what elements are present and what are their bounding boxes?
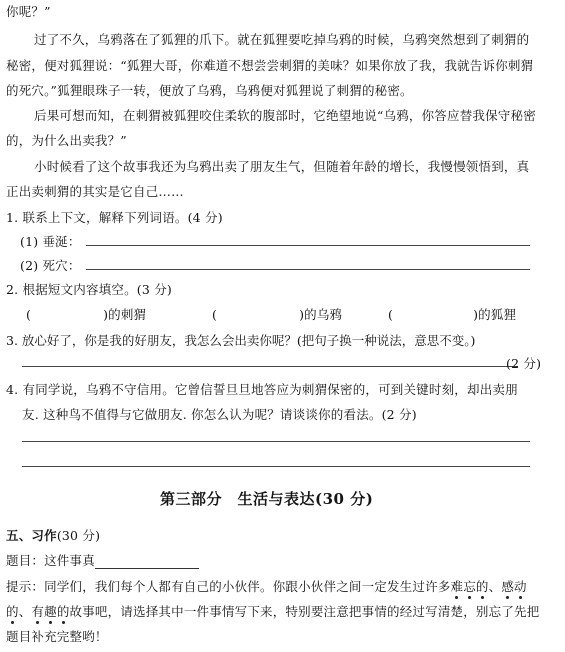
emphasis-char: 的 <box>56 604 70 619</box>
essay-topic-label: 题目：这件事真 <box>6 553 95 568</box>
emphasis-char: 感 <box>501 579 515 594</box>
open-paren: ( <box>212 307 218 322</box>
question-5-label: 五、习作 <box>6 528 57 543</box>
emphasis-char: 难 <box>450 579 464 594</box>
essay-tip-text: 提示：同学们，我们每个人都有自己的小伙伴。你跟小伙伴之间一定发生过许多 <box>6 579 451 594</box>
fill-blank-1[interactable] <box>26 305 146 323</box>
close-paren: ) <box>473 307 479 322</box>
emphasis-char: 动 <box>514 579 527 594</box>
emphasis-char: 有 <box>31 604 45 619</box>
essay-topic <box>6 551 199 569</box>
close-paren: ) <box>299 307 305 322</box>
emphasis-char: 趣 <box>44 604 57 619</box>
story-paragraph-3-line-2: 正出卖刺猬的其实是它自己…… <box>6 184 184 199</box>
question-4-line-1: 4. 有同学说，乌鸦不守信用。它曾信誓旦旦地答应为刺猬保密的，可到关键时刻，却出卖朋 <box>6 382 518 397</box>
open-paren: ( <box>388 307 394 322</box>
emphasis-char: 的 <box>6 604 19 619</box>
story-paragraph-3-line-1: 小时候看了这个故事我还为乌鸦出卖了朋友生气，但随着年龄的增长，我慢慢领悟到，真 <box>34 159 530 174</box>
question-5-score: (30 分) <box>56 528 101 543</box>
emphasized-text <box>6 604 19 619</box>
story-paragraph-1-line-1: 过了不久，乌鸦落在了狐狸的爪下。就在狐狸要吃掉乌鸦的时候，乌鸦突然想到了刺猬的 <box>34 32 530 47</box>
story-paragraph-1-line-2: 秘密，便对狐狸说：“狐狸大哥，你难道不想尝尝刺猬的美味？如果你放了我，我就告诉你刺猬 <box>6 58 534 73</box>
emphasis-char: 的 <box>475 579 489 594</box>
question-3: 3. 放心好了，你是我的好朋友，我怎么会出卖你呢？(把句子换一种说法，意思不变。) <box>6 333 476 348</box>
close-paren: ) <box>103 307 109 322</box>
section-3-title: 第三部分 生活与表达(30 分) <box>160 490 374 508</box>
emphasized-text <box>501 579 526 594</box>
essay-tip-text: 、 <box>18 604 32 619</box>
fill-blank-3-label: 的狐狸 <box>478 307 517 322</box>
fill-blank-3[interactable] <box>388 305 516 323</box>
emphasized-text <box>31 604 69 619</box>
story-paragraph-2-line-2: 的，为什么出卖我？” <box>6 133 127 148</box>
story-paragraph-1-line-3: 的死穴。”狐狸眼珠子一转，便放了乌鸦，乌鸦便对狐狸说了刺猬的秘密。 <box>6 83 413 98</box>
essay-tip-line-2 <box>6 602 539 620</box>
story-paragraph-2-line-1: 后果可想而知，在刺猬被狐狸咬住柔软的腹部时，它绝望地说“乌鸦，你答应替我保守秘密 <box>34 108 536 123</box>
answer-line-4a[interactable] <box>22 441 530 442</box>
essay-tip-text: 故事吧，请选择其中一件事情写下来，特别要注意把事情的经过写清楚，别忘了先把 <box>69 604 540 619</box>
question-1-item-b: (2) 死穴： <box>20 258 81 273</box>
answer-line-1a[interactable] <box>86 245 530 246</box>
essay-topic-blank[interactable] <box>95 556 199 569</box>
question-1: 1. 联系上下文，解释下列词语。(4 分) <box>6 210 223 225</box>
open-paren: ( <box>26 307 32 322</box>
emphasis-char: 忘 <box>463 579 476 594</box>
essay-tip-text: 、 <box>488 579 502 594</box>
essay-tip-line-1 <box>6 577 527 595</box>
question-1-item-a: (1) 垂涎： <box>20 234 81 249</box>
answer-line-4b[interactable] <box>22 466 530 467</box>
story-line: 你呢？” <box>6 4 51 19</box>
question-2: 2. 根据短文内容填空。(3 分) <box>6 282 172 297</box>
fill-blank-1-label: 的刺猬 <box>108 307 147 322</box>
answer-line-1b[interactable] <box>86 269 530 270</box>
fill-blank-2[interactable] <box>212 305 342 323</box>
question-3-score: (2 分) <box>506 356 542 371</box>
question-4-line-2: 友. 这种鸟不值得与它做朋友. 你怎么认为呢？请谈谈你的看法。(2 分) <box>22 407 417 422</box>
essay-tip-line-3: 题目补充完整哟！ <box>6 629 108 644</box>
answer-line-3[interactable] <box>22 366 518 367</box>
fill-blank-2-label: 的乌鸦 <box>304 307 343 322</box>
emphasized-text <box>451 579 489 594</box>
question-5-heading <box>6 526 100 544</box>
